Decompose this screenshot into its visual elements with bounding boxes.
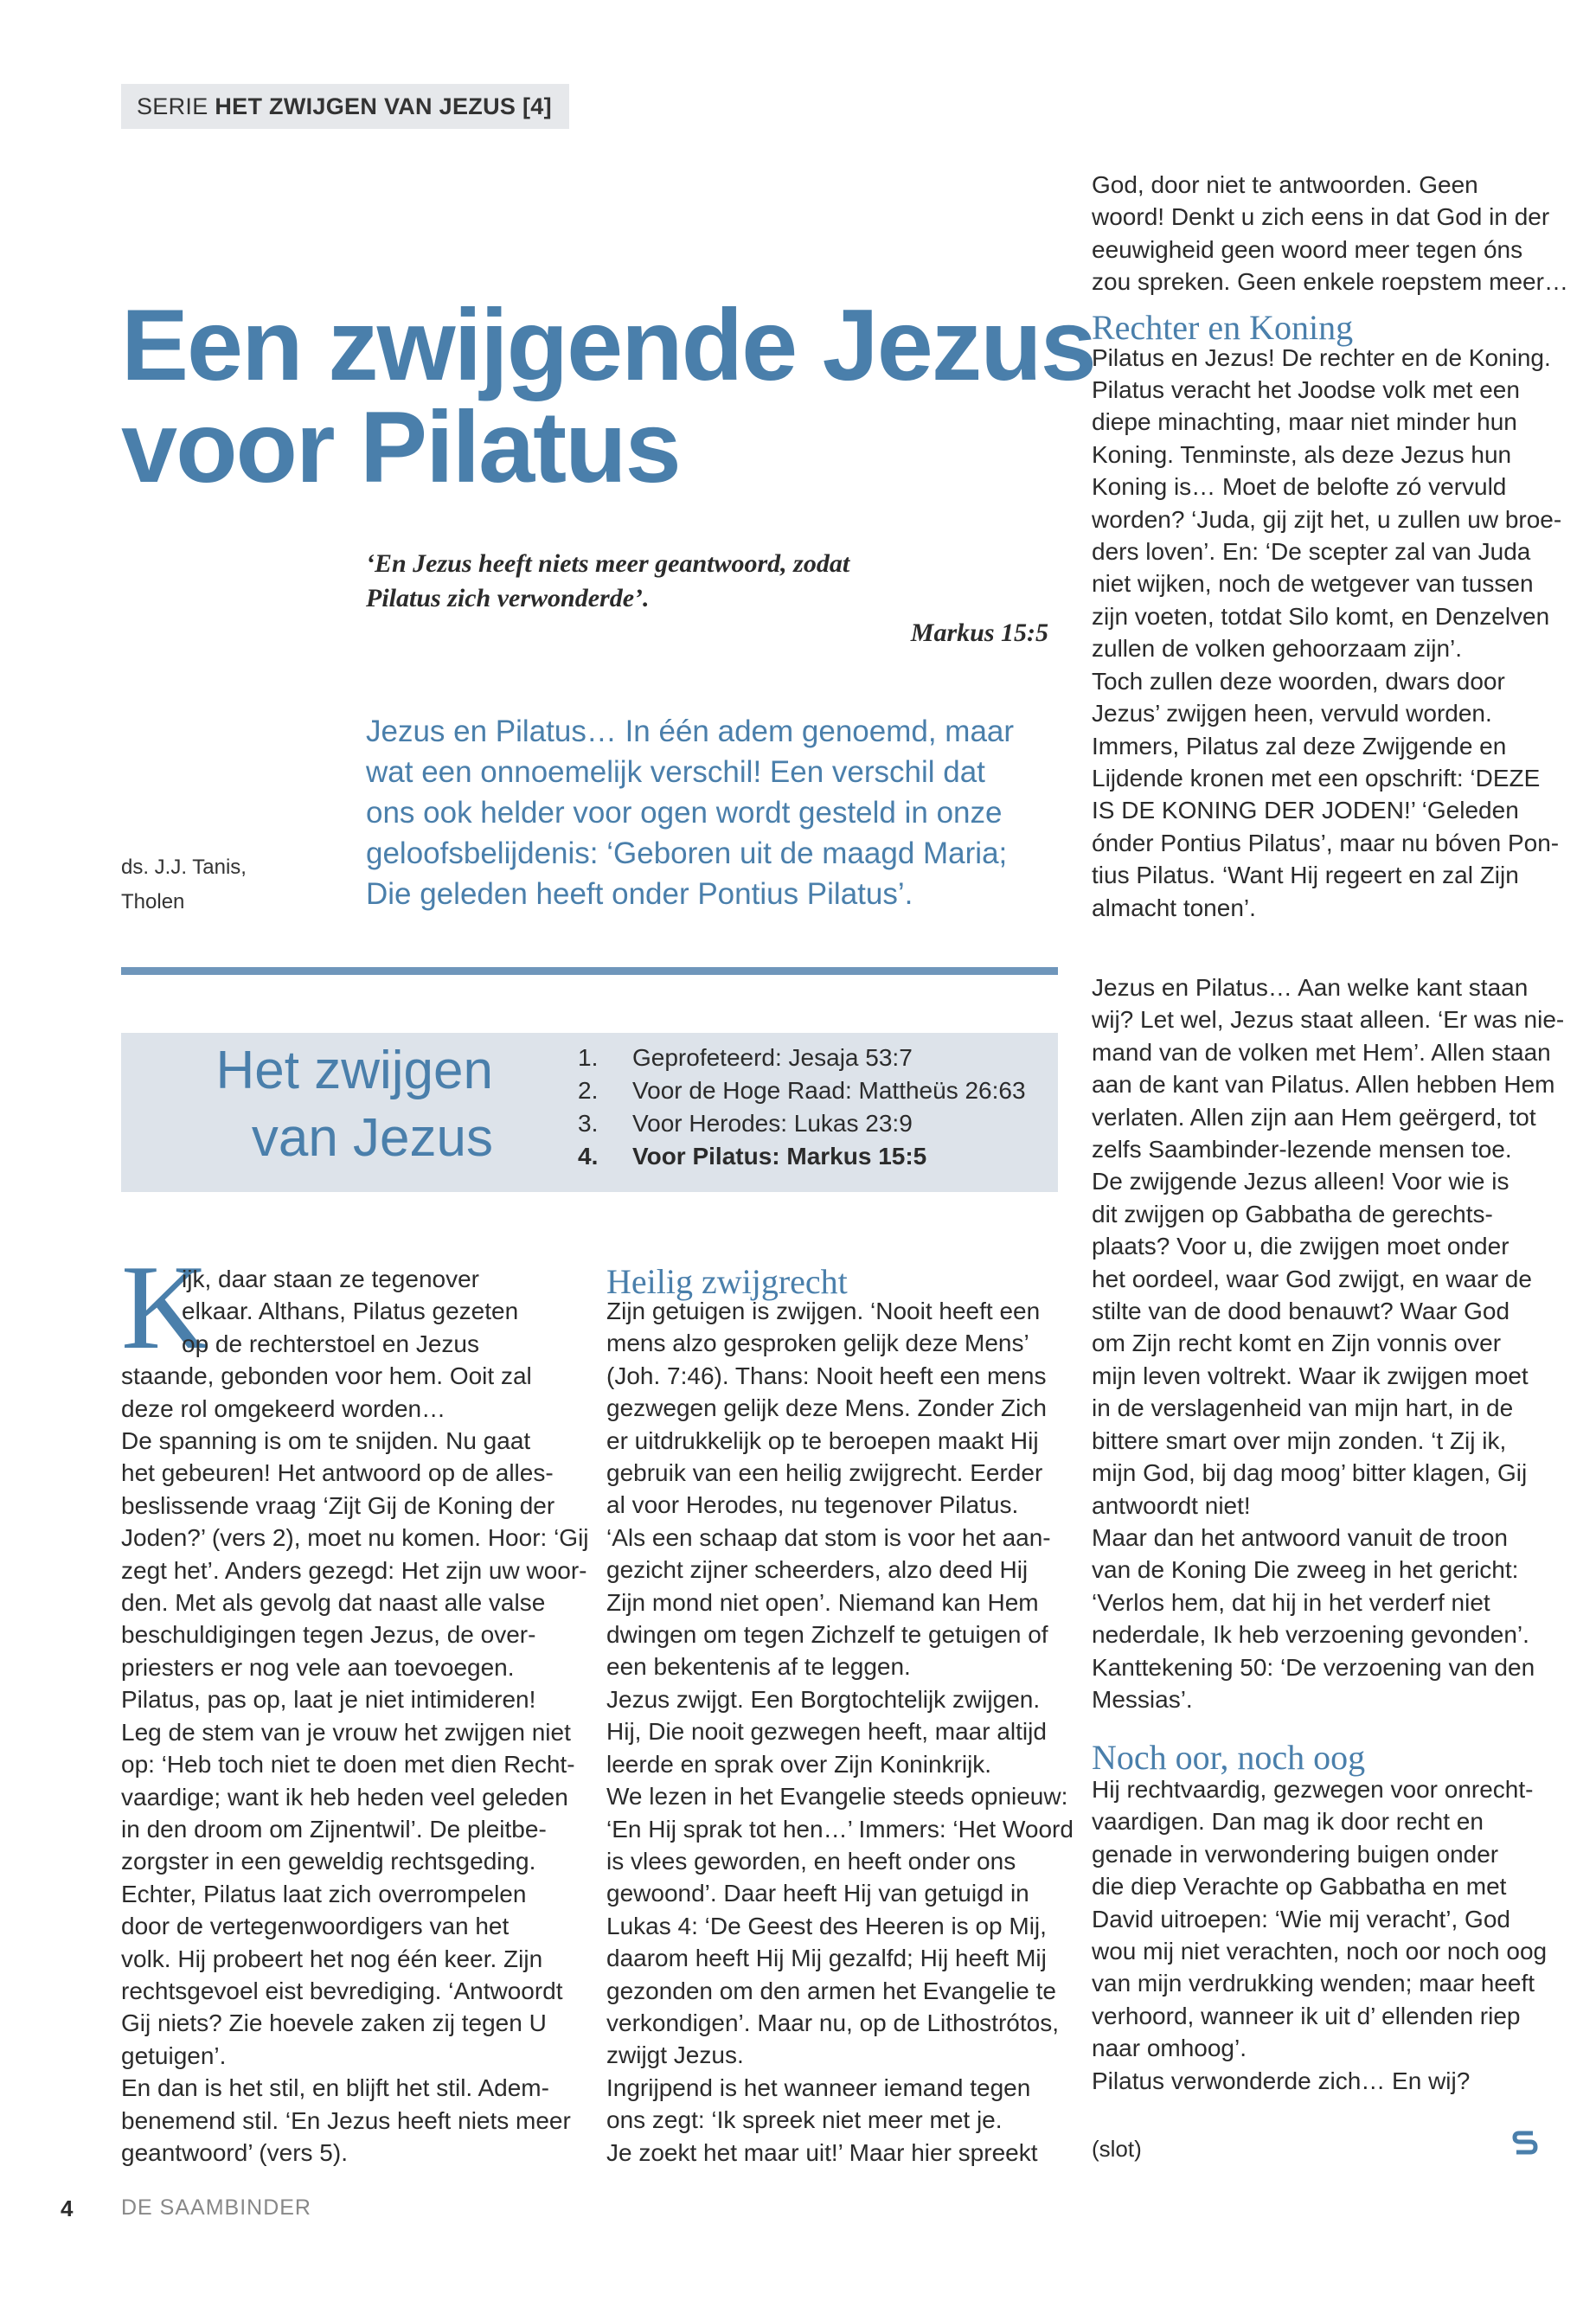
text-line: bittere smart over mijn zonden. ‘t Zij ik, [1092,1426,1507,1454]
text-line: priesters er nog vele aan toevoegen. [121,1653,515,1681]
text-line: getuigen’. [121,2041,227,2069]
text-line: ons zegt: ‘Ik spreek niet meer met je. [606,2106,1003,2134]
text-line: zijn voeten, totdat Silo komt, en Denzelven [1092,602,1550,630]
text-line: En dan is het stil, en blijft het stil. Adem- [121,2074,549,2102]
series-list-item: 2. Voor de Hoge Raad: Mattheüs 26:63 [578,1077,1026,1104]
text-line: verkondigen’. Maar nu, op de Lithostrótos, [606,2009,1059,2036]
column-1 [121,1263,589,2169]
text-line: mijn leven voltrekt. Waar ik zwijgen moet [1092,1362,1529,1389]
text-line: mijn God, bij dag moog’ bitter klagen, Gij [1092,1459,1528,1487]
text-line: beslissende vraag ‘Zijt Gij de Koning der [121,1491,555,1519]
text-line: diepe minachting, maar niet minder hun [1092,408,1517,436]
column-3-top [1092,169,1568,924]
text-line: eeuwigheid geen woord meer tegen óns [1092,235,1523,263]
text-line: daarom heeft Hij Mij gezalfd; Hij heeft Mij [606,1945,1047,1972]
magazine-name: DE SAAMBINDER [121,2195,311,2220]
text-line: wou mij niet verachten, noch oor noch oog [1092,1938,1548,1965]
text-line: Maar dan het antwoord vanuit de troon [1092,1523,1508,1551]
text-line: (Joh. 7:46). Thans: Nooit heeft een mens [606,1362,1047,1389]
text-line: antwoordt niet! [1092,1491,1251,1519]
author-place: Tholen [121,890,185,913]
text-line: ijk, daar staan ze tegenover [182,1266,479,1292]
text-line: in de verslagenheid van mijn hart, in de [1092,1394,1514,1422]
series-box-title [182,1037,493,1172]
text-line: een bekentenis af te leggen. [606,1653,911,1681]
intro-line: ons ook helder voor ogen wordt gesteld in onze [366,796,1003,830]
text-line: Pilatus, pas op, laat je niet intimideren! [121,1686,536,1714]
text-line: Je zoekt het maar uit!’ Maar hier spreekt [606,2138,1038,2166]
text-line: gezonden om den armen het Evangelie te [606,1977,1056,2004]
text-line: ‘En Hij sprak tot hen…’ Immers: ‘Het Woord [606,1815,1074,1843]
text-line: Pilatus veracht het Joodse volk met een [1092,376,1520,404]
text-line: gebruik van een heilig zwijgrecht. Eerder [606,1459,1043,1487]
text-line: staande, gebonden voor hem. Ooit zal [121,1362,532,1390]
text-line: het oordeel, waar God zwijgt, en waar de [1092,1265,1532,1292]
series-list [578,1042,1026,1173]
quote-reference: Markus 15:5 [910,619,1048,647]
text-line: Immers, Pilatus zal deze Zwijgende en [1092,732,1507,760]
text-line: Lukas 4: ‘De Geest des Heeren is op Mij, [606,1912,1047,1939]
text-line: Gij niets? Zie hoevele zaken zij tegen U [121,2009,547,2037]
text-line: Lijdende kronen met een opschrift: ‘DEZE [1092,764,1541,792]
text-line: God, door niet te antwoorden. Geen [1092,171,1478,198]
series-title-line-2: van Jezus [251,1108,493,1168]
column-2 [606,1262,1074,2169]
series-list-item: 3. Voor Herodes: Lukas 23:9 [578,1110,913,1137]
title-line-2: voor Pilatus [121,390,680,503]
text-line: Koning. Tenminste, als deze Jezus hun [1092,440,1512,468]
text-line: dit zwijgen op Gabbatha de gerechts- [1092,1200,1493,1227]
text-line: zelfs Saambinder-lezende mensen toe. [1092,1136,1512,1163]
text-line: aan de kant van Pilatus. Allen hebben Hem [1092,1071,1555,1099]
text-line: gezwegen gelijk deze Mens. Zonder Zich [606,1394,1047,1422]
closing-note: (slot) [1092,2136,1142,2162]
text-line: van mijn verdrukking wenden; maar heeft [1092,1970,1535,1997]
section-divider [121,967,1058,975]
series-tag [121,84,569,129]
text-line: Zijn mond niet open’. Niemand kan Hem [606,1588,1039,1616]
intro-paragraph [366,711,1075,914]
text-line: Joden?’ (vers 2), moet nu komen. Hoor: ‘Gij [121,1524,589,1552]
text-line: Hij, Die nooit gezwegen heeft, maar altijd [606,1718,1047,1746]
column-3-bottom [1092,1738,1563,2097]
text-line: verhoord, wanneer ik uit d’ ellenden riep [1092,2002,1521,2029]
text-line: beschuldigingen tegen Jezus, de over- [121,1621,536,1649]
series-list-item: 1. Geprofeteerd: Jesaja 53:7 [578,1044,913,1071]
text-line: zegt het’. Anders gezegd: Het zijn uw woor- [121,1556,587,1584]
text-line: Koning is… Moet de belofte zó vervuld [1092,473,1507,501]
column-3-middle [1092,971,1563,1715]
series-prefix: SERIE [137,93,208,119]
text-line: stilte van de dood benauwt? Waar God [1092,1298,1510,1325]
text-line: op: ‘Heb toch niet te doen met dien Recht- [121,1751,575,1779]
series-name: HET ZWIJGEN VAN JEZUS [4] [215,93,552,119]
text-line: gewoond’. Daar heeft Hij van getuigd in [606,1880,1029,1907]
text-line: Hij rechtvaardig, gezwegen voor onrecht- [1092,1776,1534,1803]
intro-line: Die geleden heeft onder Pontius Pilatus’. [366,877,913,911]
text-line: mens alzo gesproken gelijk deze Mens’ [606,1330,1029,1357]
text-line: Echter, Pilatus laat zich overrompelen [121,1880,527,1907]
series-title-line-1: Het zwijgen [215,1041,493,1100]
text-line: Messias’. [1092,1685,1193,1713]
text-line: geantwoord’ (vers 5). [121,2138,348,2166]
text-line: tius Pilatus. ‘Want Hij regeert en zal Zijn [1092,862,1519,889]
text-line: verlaten. Allen zijn aan Hem geërgerd, tot [1092,1103,1536,1131]
subheading-rechter-en-koning: Rechter en Koning [1092,307,1354,347]
text-line: rechtsgevoel eist bevrediging. ‘Antwoordt [121,1977,563,2004]
text-line: Zijn getuigen is zwijgen. ‘Nooit heeft een [606,1298,1041,1324]
article-title [121,288,1095,503]
text-line: zorgster in een geweldig rechtsgeding. [121,1848,536,1875]
text-line: er uitdrukkelijk op te beroepen maakt Hij [606,1426,1039,1454]
text-line: al voor Herodes, nu tegenover Pilatus. [606,1491,1019,1519]
text-line: van de Koning Die zweeg in het gericht: [1092,1556,1519,1584]
text-line: zou spreken. Geen enkele roepstem meer… [1092,268,1568,296]
text-line: ónder Pontius Pilatus’, maar nu bóven Pon- [1092,829,1560,856]
text-line: De spanning is om te snijden. Nu gaat [121,1427,531,1455]
intro-line: geloofsbelijdenis: ‘Geboren uit de maagd Maria; [366,836,1008,870]
text-line: We lezen in het Evangelie steeds opnieuw: [606,1783,1068,1811]
text-line: ‘Verlos hem, dat hij in het verderf niet [1092,1588,1490,1616]
text-line: plaats? Voor u, die zwijgen moet onder [1092,1233,1509,1260]
text-line: vaardigen. Dan mag ik door recht en [1092,1808,1484,1836]
text-line: naar omhoog’. [1092,2035,1247,2062]
bible-quote [366,547,1049,616]
text-line: benemend stil. ‘En Jezus heeft niets meer [121,2106,571,2134]
text-line: almacht tonen’. [1092,894,1256,921]
text-line: Toch zullen deze woorden, dwars door [1092,667,1505,695]
quote-line-2: Pilatus zich verwonderde’. [366,584,650,612]
text-line: mand van de volken met Hem’. Allen staan [1092,1038,1551,1066]
text-line: elkaar. Althans, Pilatus gezeten [182,1298,519,1325]
text-line: volk. Hij probeert het nog één keer. Zijn [121,1945,543,1972]
title-line-1: Een zwijgende Jezus [121,288,1095,401]
text-line: Jezus en Pilatus… Aan welke kant staan [1092,974,1529,1001]
quote-line-1: ‘En Jezus heeft niets meer geantwoord, zodat [366,549,850,578]
text-line: zwijgt Jezus. [606,2041,744,2069]
text-line: leerde en sprak over Zijn Koninkrijk. [606,1750,992,1778]
drop-cap: K [121,1240,209,1375]
text-line: zullen de volken gehoorzaam zijn’. [1092,635,1463,663]
text-line: woord! Denkt u zich eens in dat God in der [1092,203,1550,231]
text-line: die diep Verachte op Gabbatha en met [1092,1873,1507,1900]
text-line: door de vertegenwoordigers van het [121,1913,510,1940]
text-line: Ingrijpend is het wanneer iemand tegen [606,2073,1031,2101]
text-line: Jezus zwijgt. Een Borgtochtelijk zwijgen. [606,1685,1041,1713]
text-line: David uitroepen: ‘Wie mij veracht’, God [1092,1905,1510,1932]
page-number: 4 [61,2195,74,2221]
subheading-heilig-zwijgrecht: Heilig zwijgrecht [606,1262,848,1301]
text-line: in den droom om Zijnentwil’. De pleitbe- [121,1815,547,1843]
text-line: om Zijn recht komt en Zijn vonnis over [1092,1330,1502,1357]
text-line: ders loven’. En: ‘De scepter zal van Juda [1092,538,1531,566]
text-line: ‘Als een schaap dat stom is voor het aan- [606,1523,1051,1551]
text-line: deze rol omgekeerd worden… [121,1394,446,1422]
text-line: Pilatus en Jezus! De rechter en de Koning. [1092,343,1551,371]
text-line: vaardige; want ik heb heden veel geleden [121,1783,568,1811]
end-mark-icon [1512,2130,1538,2156]
text-line: nederdale, Ik heb verzoening gevonden’. [1092,1621,1529,1649]
text-line: IS DE KONING DER JODEN!’ ‘Geleden [1092,797,1519,824]
text-line: op de rechterstoel en Jezus [182,1330,479,1357]
text-line: niet wijken, noch de wetgever van tussen [1092,570,1534,598]
text-line: gezicht zijner scheerders, alzo deed Hij [606,1556,1029,1584]
text-line: het gebeuren! Het antwoord op de alles- [121,1459,554,1487]
text-line: den. Met als gevolg dat naast alle valse [121,1589,546,1617]
series-list-item-current: 4. Voor Pilatus: Markus 15:5 [578,1143,927,1170]
text-line: genade in verwondering buigen onder [1092,1840,1499,1868]
text-line: wij? Let wel, Jezus staat alleen. ‘Er was nie- [1092,1006,1565,1034]
intro-line: Jezus en Pilatus… In één adem genoemd, maar [366,715,1015,748]
text-line: worden? ‘Juda, gij zijt het, u zullen uw broe- [1092,505,1562,533]
text-line: dwingen om tegen Zichzelf te getuigen of [606,1621,1048,1649]
text-line: De zwijgende Jezus alleen! Voor wie is [1092,1168,1509,1195]
text-line: is vlees geworden, en heeft onder ons [606,1847,1016,1875]
text-line: Leg de stem van je vrouw het zwijgen niet [121,1718,571,1746]
intro-line: wat een onnoemelijk verschil! Een verschil dat [366,755,985,789]
text-line: Jezus’ zwijgen heen, vervuld worden. [1092,700,1492,727]
subheading-noch-oor-noch-oog: Noch oor, noch oog [1092,1738,1366,1777]
text-line: Kanttekening 50: ‘De verzoening van den [1092,1653,1535,1681]
author-name: ds. J.J. Tanis, [121,856,247,879]
author-byline [121,850,247,920]
text-line: Pilatus verwonderde zich… En wij? [1092,2067,1471,2094]
